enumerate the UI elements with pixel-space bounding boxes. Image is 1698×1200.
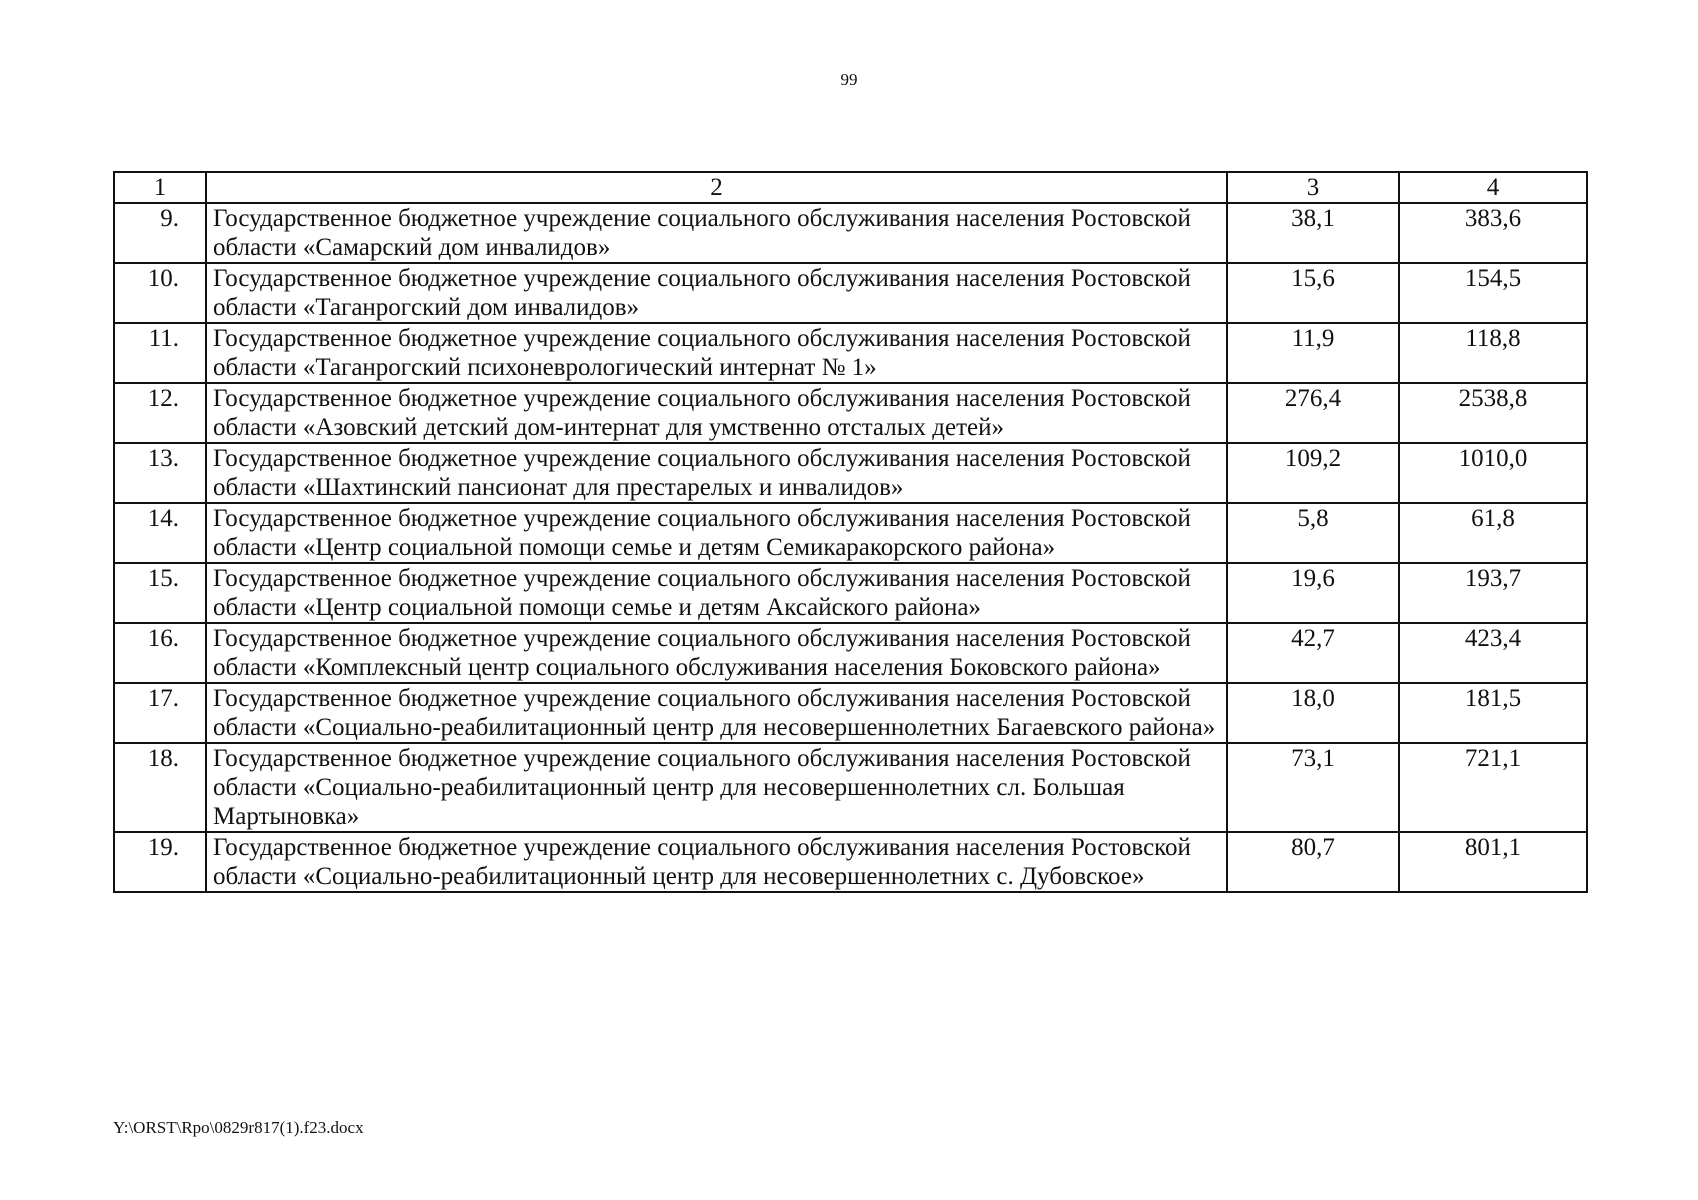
table-row bbox=[114, 383, 1587, 443]
value-col-4: 193,7 bbox=[1399, 563, 1587, 623]
data-table bbox=[113, 171, 1588, 893]
value-col-4: 801,1 bbox=[1399, 832, 1587, 892]
value-col-3: 38,1 bbox=[1227, 203, 1399, 263]
row-number: 17. bbox=[114, 683, 206, 743]
footer-file-path: Y:\ORST\Rpo\0829r817(1).f23.docx bbox=[113, 1118, 364, 1137]
institution-name: Государственное бюджетное учреждение социального обслуживания населения Ростовской области «Таганрогский дом инвалидов» bbox=[206, 263, 1227, 323]
institution-name: Государственное бюджетное учреждение социального обслуживания населения Ростовской области «Шахтинский пансионат для престарелых и инвалидов» bbox=[206, 443, 1227, 503]
value-col-4: 181,5 bbox=[1399, 683, 1587, 743]
table-row bbox=[114, 203, 1587, 263]
row-number: 14. bbox=[114, 503, 206, 563]
value-col-3: 109,2 bbox=[1227, 443, 1399, 503]
institution-name: Государственное бюджетное учреждение социального обслуживания населения Ростовской области «Центр социальной помощи семье и детям Аксайского района» bbox=[206, 563, 1227, 623]
row-number: 10. bbox=[114, 263, 206, 323]
value-col-4: 118,8 bbox=[1399, 323, 1587, 383]
column-header-4: 4 bbox=[1399, 172, 1587, 203]
value-col-4: 423,4 bbox=[1399, 623, 1587, 683]
table-row bbox=[114, 323, 1587, 383]
row-number: 9. bbox=[114, 203, 206, 263]
row-number: 18. bbox=[114, 743, 206, 832]
value-col-4: 383,6 bbox=[1399, 203, 1587, 263]
row-number: 12. bbox=[114, 383, 206, 443]
column-header-2: 2 bbox=[206, 172, 1227, 203]
value-col-3: 276,4 bbox=[1227, 383, 1399, 443]
value-col-3: 15,6 bbox=[1227, 263, 1399, 323]
value-col-4: 1010,0 bbox=[1399, 443, 1587, 503]
table-body bbox=[114, 172, 1587, 892]
value-col-3: 19,6 bbox=[1227, 563, 1399, 623]
value-col-4: 154,5 bbox=[1399, 263, 1587, 323]
row-number: 11. bbox=[114, 323, 206, 383]
institution-name: Государственное бюджетное учреждение социального обслуживания населения Ростовской области «Социально-реабилитационный центр для несовершеннолетних Багаевского района» bbox=[206, 683, 1227, 743]
table-row bbox=[114, 683, 1587, 743]
row-number: 13. bbox=[114, 443, 206, 503]
institution-name: Государственное бюджетное учреждение социального обслуживания населения Ростовской области «Социально-реабилитационный центр для несовершеннолетних сл. Большая Мартыновка» bbox=[206, 743, 1227, 832]
table-row bbox=[114, 832, 1587, 892]
value-col-3: 18,0 bbox=[1227, 683, 1399, 743]
institution-name: Государственное бюджетное учреждение социального обслуживания населения Ростовской области «Социально-реабилитационный центр для несовершеннолетних с. Дубовское» bbox=[206, 832, 1227, 892]
value-col-3: 73,1 bbox=[1227, 743, 1399, 832]
institution-name: Государственное бюджетное учреждение социального обслуживания населения Ростовской области «Таганрогский психоневрологический интернат № 1» bbox=[206, 323, 1227, 383]
institution-name: Государственное бюджетное учреждение социального обслуживания населения Ростовской области «Самарский дом инвалидов» bbox=[206, 203, 1227, 263]
table-row bbox=[114, 503, 1587, 563]
value-col-4: 2538,8 bbox=[1399, 383, 1587, 443]
value-col-3: 80,7 bbox=[1227, 832, 1399, 892]
value-col-4: 721,1 bbox=[1399, 743, 1587, 832]
table-row bbox=[114, 563, 1587, 623]
value-col-3: 11,9 bbox=[1227, 323, 1399, 383]
institution-name: Государственное бюджетное учреждение социального обслуживания населения Ростовской области «Центр социальной помощи семье и детям Семикаракорского района» bbox=[206, 503, 1227, 563]
column-header-3: 3 bbox=[1227, 172, 1399, 203]
table-row bbox=[114, 623, 1587, 683]
table-row bbox=[114, 743, 1587, 832]
value-col-4: 61,8 bbox=[1399, 503, 1587, 563]
table-row bbox=[114, 443, 1587, 503]
row-number: 15. bbox=[114, 563, 206, 623]
page-number: 99 bbox=[840, 70, 858, 89]
institution-name: Государственное бюджетное учреждение социального обслуживания населения Ростовской области «Азовский детский дом-интернат для умственно отсталых детей» bbox=[206, 383, 1227, 443]
table-row bbox=[114, 263, 1587, 323]
value-col-3: 5,8 bbox=[1227, 503, 1399, 563]
column-header-1: 1 bbox=[114, 172, 206, 203]
institution-name: Государственное бюджетное учреждение социального обслуживания населения Ростовской области «Комплексный центр социального обслуживания населения Боковского района» bbox=[206, 623, 1227, 683]
table-header-row bbox=[114, 172, 1587, 203]
value-col-3: 42,7 bbox=[1227, 623, 1399, 683]
row-number: 16. bbox=[114, 623, 206, 683]
row-number: 19. bbox=[114, 832, 206, 892]
